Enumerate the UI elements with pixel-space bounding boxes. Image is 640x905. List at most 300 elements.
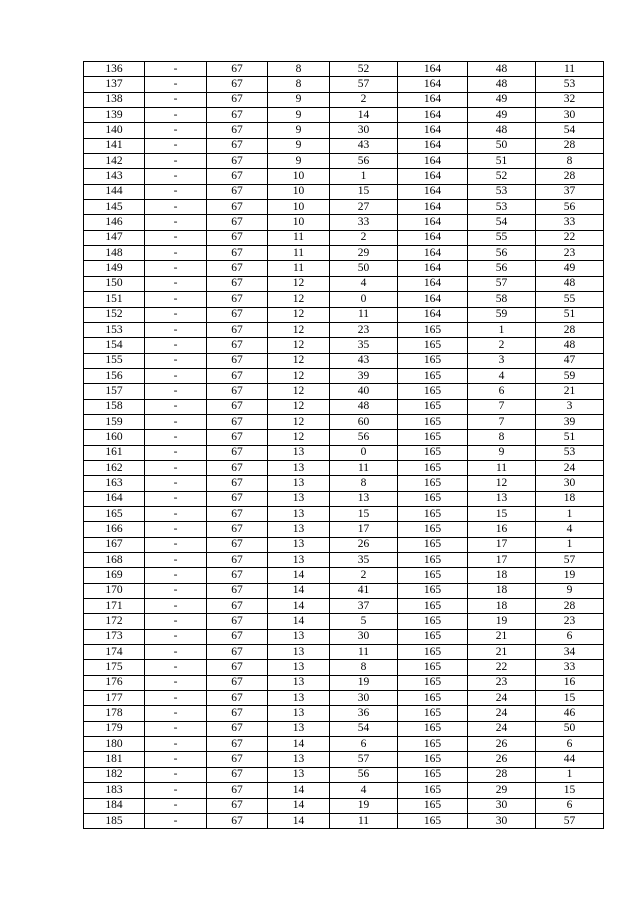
table-cell: 67 [207,292,268,307]
table-cell: 11 [330,307,398,322]
table-cell: 165 [398,721,468,736]
table-cell: 173 [84,629,145,644]
table-cell: 67 [207,200,268,215]
table-cell: - [145,246,207,261]
table-cell: 14 [268,798,330,813]
table-cell: 7 [468,399,536,414]
table-cell: 12 [268,292,330,307]
table-cell: 49 [468,108,536,123]
table-cell: 30 [468,798,536,813]
table-cell: 155 [84,353,145,368]
table-row [84,798,604,813]
table-cell: 0 [330,445,398,460]
table-cell: 12 [268,430,330,445]
table-cell: 165 [398,368,468,383]
table-cell: 67 [207,460,268,475]
table-cell: - [145,92,207,107]
table-cell: 13 [268,660,330,675]
table-row [84,169,604,184]
table-cell: 53 [536,77,604,92]
table-row [84,215,604,230]
table-cell: 67 [207,215,268,230]
table-cell: 6 [536,629,604,644]
table-cell: 165 [398,553,468,568]
table-cell: 67 [207,276,268,291]
table-cell: - [145,813,207,828]
table-cell: 11 [268,230,330,245]
table-cell: 185 [84,813,145,828]
table-row [84,506,604,521]
table-cell: 9 [268,154,330,169]
table-cell: 67 [207,752,268,767]
table-cell: 13 [268,706,330,721]
table-cell: - [145,752,207,767]
table-cell: - [145,537,207,552]
table-cell: 43 [330,353,398,368]
table-cell: 14 [268,599,330,614]
table-cell: 164 [398,230,468,245]
table-cell: 67 [207,184,268,199]
table-cell: 49 [468,92,536,107]
table-cell: 53 [536,445,604,460]
table-cell: 184 [84,798,145,813]
table-cell: 67 [207,798,268,813]
table-cell: 55 [536,292,604,307]
table-cell: 67 [207,553,268,568]
table-cell: 26 [330,537,398,552]
table-cell: 30 [330,629,398,644]
table-cell: 19 [536,568,604,583]
table-cell: 165 [398,460,468,475]
table-cell: 57 [330,752,398,767]
table-cell: 165 [398,353,468,368]
table-cell: 165 [398,798,468,813]
table-row [84,77,604,92]
table-row [84,614,604,629]
table-cell: 136 [84,62,145,77]
table-cell: 164 [398,276,468,291]
table-row [84,276,604,291]
table-cell: 164 [84,491,145,506]
table-cell: 6 [468,384,536,399]
table-cell: 165 [398,645,468,660]
table-cell: 11 [330,645,398,660]
table-cell: 7 [468,414,536,429]
table-cell: 23 [536,614,604,629]
table-cell: 14 [268,583,330,598]
table-cell: 11 [468,460,536,475]
table-cell: 67 [207,721,268,736]
table-cell: 35 [330,338,398,353]
table-row [84,154,604,169]
table-cell: 21 [468,645,536,660]
table-cell: - [145,200,207,215]
table-cell: 9 [536,583,604,598]
table-cell: 12 [268,338,330,353]
table-cell: - [145,553,207,568]
table-cell: 56 [330,767,398,782]
table-cell: 40 [330,384,398,399]
table-cell: 18 [468,583,536,598]
table-cell: 165 [398,522,468,537]
table-cell: 29 [468,783,536,798]
table-cell: 150 [84,276,145,291]
table-cell: 8 [330,660,398,675]
table-cell: 11 [536,62,604,77]
table-cell: 148 [84,246,145,261]
table-cell: 13 [268,645,330,660]
table-cell: - [145,184,207,199]
table-cell: 165 [398,599,468,614]
table-cell: 6 [536,737,604,752]
table-cell: 33 [536,660,604,675]
table-cell: 165 [398,629,468,644]
table-cell: 2 [468,338,536,353]
table-cell: 164 [398,200,468,215]
table-row [84,322,604,337]
table-cell: 164 [398,154,468,169]
table-cell: 151 [84,292,145,307]
table-cell: 54 [330,721,398,736]
table-cell: 19 [468,614,536,629]
table-cell: 10 [268,169,330,184]
table-row [84,184,604,199]
table-cell: 26 [468,737,536,752]
table-cell: - [145,491,207,506]
table-cell: 164 [398,261,468,276]
table-cell: 165 [398,491,468,506]
table-cell: 165 [398,675,468,690]
table-cell: 4 [330,783,398,798]
table-cell: - [145,721,207,736]
table-cell: - [145,338,207,353]
table-cell: 18 [536,491,604,506]
table-cell: 67 [207,568,268,583]
table-cell: 164 [398,169,468,184]
table-cell: 156 [84,368,145,383]
table-cell: 67 [207,767,268,782]
table-cell: 165 [398,338,468,353]
table-cell: - [145,292,207,307]
table-cell: 12 [268,384,330,399]
table-cell: 30 [536,108,604,123]
table-cell: 14 [268,783,330,798]
table-cell: 49 [536,261,604,276]
table-cell: 171 [84,599,145,614]
table-cell: 10 [268,184,330,199]
table-cell: 139 [84,108,145,123]
table-cell: 165 [398,583,468,598]
table-cell: 165 [398,414,468,429]
table-row [84,368,604,383]
table-cell: 1 [536,537,604,552]
table-cell: 140 [84,123,145,138]
table-cell: 165 [398,691,468,706]
table-cell: 37 [536,184,604,199]
table-cell: 34 [536,645,604,660]
table-cell: - [145,599,207,614]
table-cell: 145 [84,200,145,215]
table-cell: 54 [536,123,604,138]
table-cell: 28 [536,169,604,184]
table-cell: - [145,384,207,399]
table-cell: 28 [536,322,604,337]
table-cell: 67 [207,384,268,399]
table-row [84,691,604,706]
table-cell: - [145,62,207,77]
table-cell: 67 [207,62,268,77]
table-cell: 46 [536,706,604,721]
table-cell: 67 [207,476,268,491]
table-row [84,599,604,614]
table-cell: 8 [330,476,398,491]
table-row [84,430,604,445]
table-cell: 169 [84,568,145,583]
table-cell: 56 [468,261,536,276]
table-cell: - [145,307,207,322]
table-cell: 158 [84,399,145,414]
table-cell: 39 [330,368,398,383]
table-cell: 53 [468,184,536,199]
table-cell: - [145,645,207,660]
table-cell: - [145,506,207,521]
table-cell: - [145,276,207,291]
table-cell: 57 [468,276,536,291]
table-cell: 15 [330,506,398,521]
table-cell: 172 [84,614,145,629]
table-cell: 165 [398,660,468,675]
table-row [84,338,604,353]
table-cell: - [145,123,207,138]
table-cell: 57 [330,77,398,92]
table-cell: 164 [398,307,468,322]
table-cell: 165 [398,783,468,798]
table-cell: - [145,322,207,337]
table-cell: 6 [536,798,604,813]
table-row [84,737,604,752]
table-row [84,246,604,261]
table-cell: 67 [207,706,268,721]
table-cell: 13 [468,491,536,506]
table-row [84,568,604,583]
table-cell: 13 [268,691,330,706]
table-cell: 21 [468,629,536,644]
table-cell: 164 [398,184,468,199]
table-cell: 141 [84,138,145,153]
table-cell: 67 [207,154,268,169]
table-cell: 48 [468,62,536,77]
table-cell: 35 [330,553,398,568]
table-cell: 147 [84,230,145,245]
table-cell: 11 [330,460,398,475]
table-cell: 4 [536,522,604,537]
table-row [84,706,604,721]
table-row [84,813,604,828]
table-cell: 67 [207,691,268,706]
table-cell: 67 [207,813,268,828]
table-cell: 9 [268,123,330,138]
table-row [84,230,604,245]
table-cell: 13 [268,491,330,506]
table-cell: 164 [398,292,468,307]
table-cell: 51 [536,430,604,445]
table-cell: 14 [268,813,330,828]
table-cell: 24 [468,721,536,736]
table-cell: - [145,261,207,276]
table-cell: 12 [268,276,330,291]
table-cell: 164 [398,138,468,153]
table-cell: 48 [330,399,398,414]
table-cell: 9 [268,108,330,123]
table-cell: - [145,399,207,414]
table-row [84,92,604,107]
table-cell: 67 [207,783,268,798]
table-cell: 3 [468,353,536,368]
table-cell: 24 [468,706,536,721]
table-cell: 56 [536,200,604,215]
table-cell: 8 [536,154,604,169]
table-cell: 37 [330,599,398,614]
table-cell: 10 [268,215,330,230]
table-cell: 14 [268,737,330,752]
table-cell: 137 [84,77,145,92]
table-cell: 56 [468,246,536,261]
table-cell: 162 [84,460,145,475]
table-cell: 18 [468,599,536,614]
table-cell: 67 [207,537,268,552]
table-cell: 161 [84,445,145,460]
table-cell: 12 [468,476,536,491]
table-row [84,476,604,491]
table-cell: 12 [268,368,330,383]
table-cell: 23 [468,675,536,690]
table-cell: - [145,108,207,123]
table-cell: 159 [84,414,145,429]
table-cell: 176 [84,675,145,690]
table-cell: 13 [268,476,330,491]
table-cell: 17 [468,537,536,552]
table-cell: 59 [536,368,604,383]
table-row [84,583,604,598]
table-cell: 30 [468,813,536,828]
table-cell: 138 [84,92,145,107]
table-row [84,645,604,660]
table-cell: 33 [330,215,398,230]
table-cell: 28 [536,599,604,614]
table-cell: 24 [536,460,604,475]
table-cell: 3 [536,399,604,414]
table-cell: 22 [468,660,536,675]
table-cell: 28 [468,767,536,782]
table-cell: 67 [207,675,268,690]
table-cell: 15 [468,506,536,521]
table-cell: 1 [468,322,536,337]
table-cell: 182 [84,767,145,782]
table-cell: 29 [330,246,398,261]
table-cell: 48 [468,123,536,138]
table-cell: 0 [330,292,398,307]
table-cell: 181 [84,752,145,767]
table-cell: - [145,583,207,598]
table-cell: - [145,706,207,721]
table-cell: 14 [268,614,330,629]
table-cell: 27 [330,200,398,215]
table-cell: 47 [536,353,604,368]
table-cell: - [145,675,207,690]
table-cell: 30 [330,123,398,138]
table-cell: 183 [84,783,145,798]
table-cell: 56 [330,154,398,169]
table-cell: 149 [84,261,145,276]
table-cell: 39 [536,414,604,429]
table-cell: - [145,215,207,230]
table-cell: 143 [84,169,145,184]
table-cell: 19 [330,675,398,690]
table-row [84,721,604,736]
table-cell: 60 [330,414,398,429]
table-cell: 18 [468,568,536,583]
table-cell: 51 [536,307,604,322]
table-cell: 52 [468,169,536,184]
table-cell: 144 [84,184,145,199]
table-cell: 178 [84,706,145,721]
table-cell: 165 [84,506,145,521]
table-cell: 67 [207,123,268,138]
table-row [84,445,604,460]
table-cell: 164 [398,62,468,77]
table-cell: 67 [207,169,268,184]
table-cell: 4 [468,368,536,383]
table-cell: 165 [398,476,468,491]
table-cell: 8 [268,77,330,92]
table-cell: 165 [398,506,468,521]
table-cell: 13 [268,675,330,690]
table-cell: 32 [536,92,604,107]
table-cell: 55 [468,230,536,245]
table-row [84,108,604,123]
table-cell: 180 [84,737,145,752]
table-cell: - [145,445,207,460]
table-cell: - [145,138,207,153]
table-cell: 146 [84,215,145,230]
table-cell: 19 [330,798,398,813]
table-cell: 23 [536,246,604,261]
table-cell: 17 [468,553,536,568]
table-cell: 165 [398,614,468,629]
table-row [84,399,604,414]
table-cell: 170 [84,583,145,598]
table-cell: 165 [398,537,468,552]
table-cell: 10 [268,200,330,215]
table-cell: 41 [330,583,398,598]
table-cell: 16 [468,522,536,537]
table-cell: 67 [207,445,268,460]
table-cell: 160 [84,430,145,445]
table-cell: 67 [207,353,268,368]
table-cell: 15 [330,184,398,199]
table-row [84,783,604,798]
table-cell: 36 [330,706,398,721]
table-cell: 30 [330,691,398,706]
table-cell: 17 [330,522,398,537]
table-cell: 179 [84,721,145,736]
table-cell: 14 [268,568,330,583]
table-cell: 167 [84,537,145,552]
table-cell: 14 [330,108,398,123]
table-cell: 67 [207,399,268,414]
table-cell: 12 [268,322,330,337]
table-cell: 67 [207,77,268,92]
